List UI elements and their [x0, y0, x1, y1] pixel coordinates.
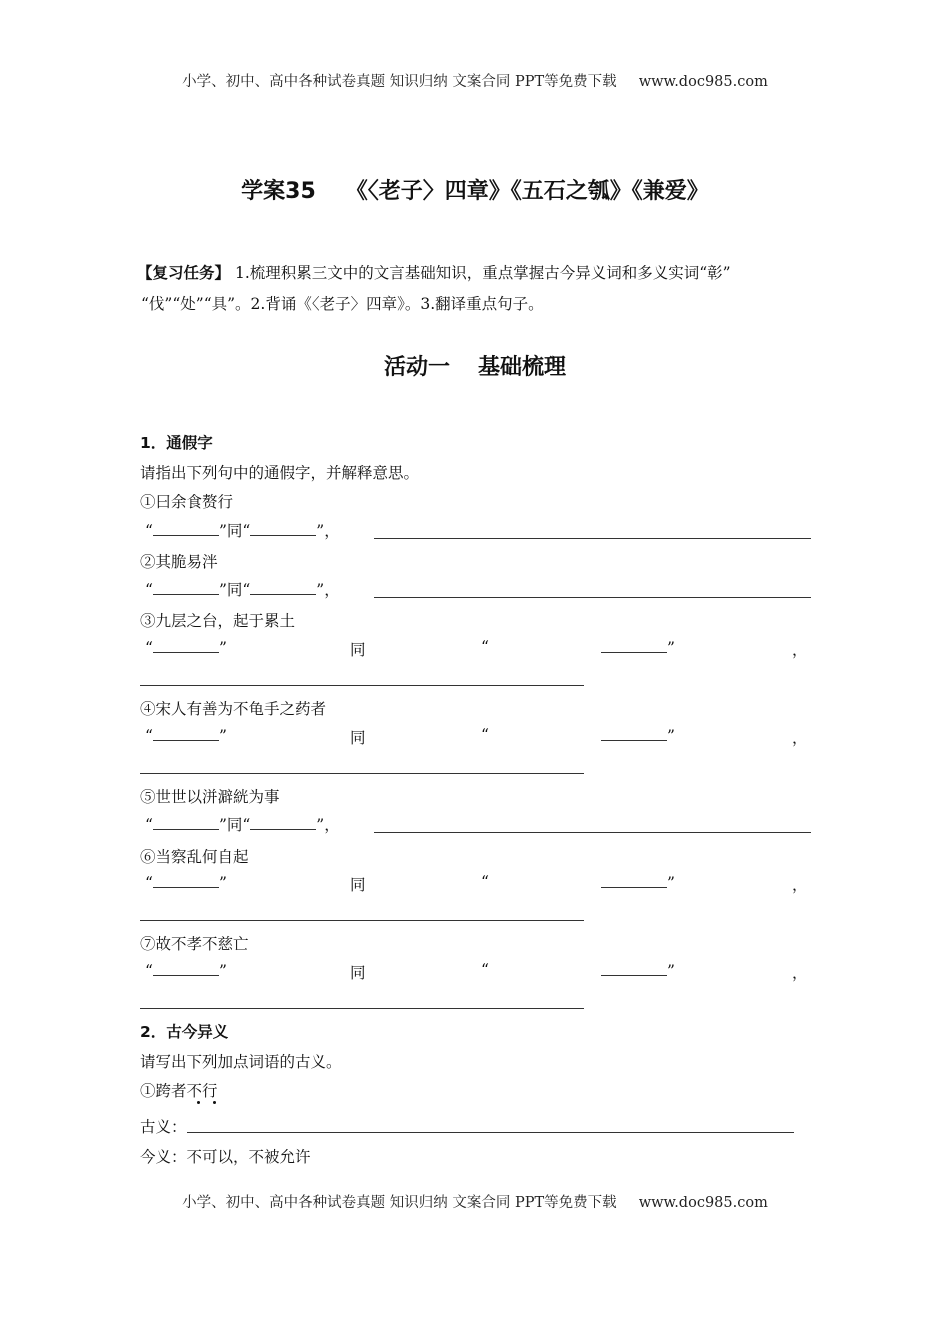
blank-input[interactable]	[601, 873, 667, 888]
blank-input[interactable]	[153, 961, 219, 976]
blank-input[interactable]	[250, 521, 316, 536]
fill-open-7: “ ”	[145, 962, 227, 980]
header-url[interactable]: www.doc985.com	[638, 74, 768, 90]
question-4: ④宋人有善为不龟手之药者	[140, 700, 327, 718]
title-part1: 学案35	[241, 179, 316, 204]
review-line2: “伐”“处”“具”。2.背诵《〈老子〉四章》。3.翻译重点句子。	[141, 295, 544, 313]
activity-part2: 基础梳理	[478, 355, 567, 380]
comma-4: ，	[792, 729, 808, 747]
section-1-instruction: 请指出下列句中的通假字，并解释意思。	[140, 464, 420, 482]
answer-line[interactable]	[374, 597, 811, 598]
modern-meaning-label: 今义：	[140, 1148, 187, 1166]
blank-input[interactable]	[601, 961, 667, 976]
open-quote-3: “	[481, 638, 489, 656]
same-label-4: 同	[350, 729, 366, 747]
fill-close-6: ”	[601, 873, 675, 892]
emphasis-dot	[197, 1101, 200, 1104]
fill-open-4: “ ”	[145, 727, 227, 745]
blank-input[interactable]	[250, 815, 316, 830]
question-7: ⑦故不孝不慈亡	[140, 935, 249, 953]
fill-row-5: “ ”同“ ”，	[145, 816, 340, 834]
review-line1: 1.梳理积累三文中的文言基础知识，重点掌握古今异义词和多义实词“彰”	[234, 264, 731, 282]
emphasis-dot	[213, 1101, 216, 1104]
blank-input[interactable]	[153, 580, 219, 595]
question-6: ⑥当察乱何自起	[140, 848, 249, 866]
blank-input[interactable]	[153, 873, 219, 888]
modern-meaning	[140, 1145, 311, 1167]
question-2: ②其脆易泮	[140, 553, 218, 571]
fill-row-1: “ ”同“ ”，	[145, 522, 340, 540]
question-5: ⑤世世以洴澼絖为事	[140, 788, 280, 806]
blank-input[interactable]	[153, 726, 219, 741]
same-label-3: 同	[350, 641, 366, 659]
answer-line[interactable]	[140, 773, 584, 774]
blank-input[interactable]	[153, 815, 219, 830]
footer-text: 小学、初中、高中各种试卷真题 知识归纳 文案合同 PPT等免费下载	[182, 1195, 617, 1211]
open-quote-4: “	[481, 726, 489, 744]
fill-open-6: “ ”	[145, 874, 227, 892]
header-text: 小学、初中、高中各种试卷真题 知识归纳 文案合同 PPT等免费下载	[182, 74, 617, 90]
fill-close-4: ”	[601, 726, 675, 745]
fill-close-3: ”	[601, 638, 675, 657]
section-1-heading: 1．通假字	[140, 434, 213, 452]
question-2-1: ①跨者不行	[140, 1082, 218, 1100]
answer-line[interactable]	[374, 832, 811, 833]
question-1: ①曰余食赘行	[140, 493, 234, 511]
open-quote-7: “	[481, 961, 489, 979]
blank-input[interactable]	[601, 638, 667, 653]
modern-meaning-text: 不可以，不被允许	[186, 1148, 311, 1166]
answer-line[interactable]	[140, 920, 584, 921]
comma-6: ，	[792, 876, 808, 894]
activity-heading	[0, 350, 950, 381]
fill-open-3: “ ”	[145, 639, 227, 657]
ancient-meaning-line[interactable]	[187, 1132, 794, 1133]
footer-url[interactable]: www.doc985.com	[638, 1195, 768, 1211]
review-task	[137, 258, 731, 320]
blank-input[interactable]	[153, 638, 219, 653]
comma-3: ，	[792, 641, 808, 659]
page-title	[0, 174, 950, 205]
page-header	[0, 70, 950, 91]
answer-line[interactable]	[374, 538, 811, 539]
page-footer	[0, 1191, 950, 1212]
blank-input[interactable]	[153, 521, 219, 536]
section-2-heading: 2．古今异义	[140, 1023, 229, 1041]
fill-close-7: ”	[601, 961, 675, 980]
same-label-7: 同	[350, 964, 366, 982]
open-quote-6: “	[481, 873, 489, 891]
ancient-meaning-label: 古义：	[140, 1118, 187, 1136]
answer-line[interactable]	[140, 685, 584, 686]
activity-part1: 活动一	[383, 355, 450, 380]
title-part2: 《〈老子〉四章》《五石之瓠》《兼爱》	[345, 179, 709, 204]
same-label-6: 同	[350, 876, 366, 894]
review-label: 【复习任务】	[137, 264, 231, 282]
blank-input[interactable]	[601, 726, 667, 741]
question-3: ③九层之台，起于累土	[140, 612, 296, 630]
answer-line[interactable]	[140, 1008, 584, 1009]
blank-input[interactable]	[250, 580, 316, 595]
section-2-instruction: 请写出下列加点词语的古义。	[140, 1053, 342, 1071]
comma-7: ，	[792, 964, 808, 982]
fill-row-2: “ ”同“ ”，	[145, 581, 340, 599]
